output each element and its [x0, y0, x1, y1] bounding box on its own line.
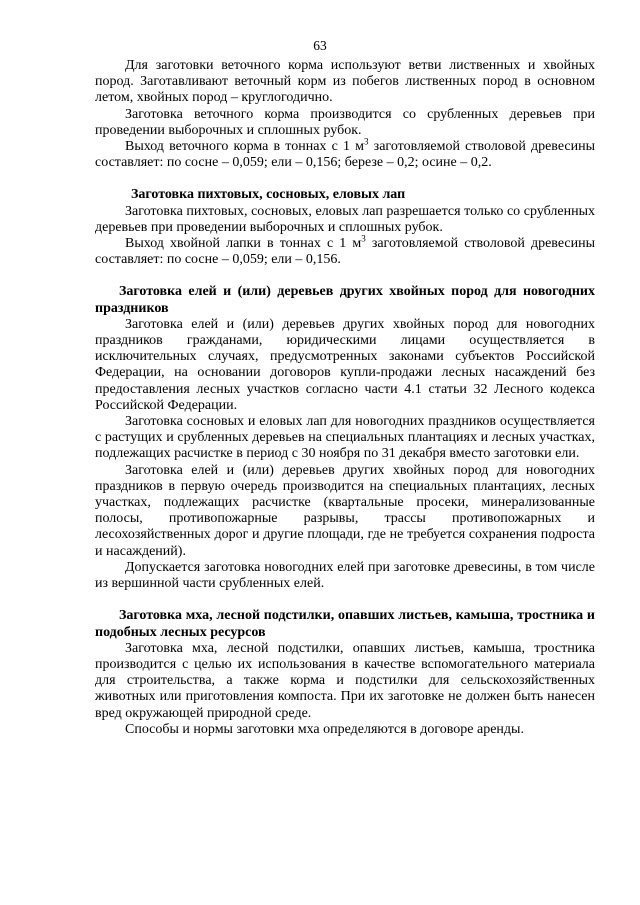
paragraph: Способы и нормы заготовки мха определяются в договоре аренды. [125, 721, 524, 737]
section-heading: Заготовка елей и (или) деревьев других хвойных пород для новогодних праздников [95, 284, 595, 316]
page-number: 63 [313, 38, 327, 53]
section-heading: Заготовка мха, лесной подстилки, опавших листьев, камыша, тростника и подобных лесных ресурсов [95, 608, 595, 640]
spacer [95, 268, 595, 284]
paragraph: Заготовка мха, лесной подстилки, опавших листьев, камыша, тростника производится с целью их использования в качестве вспомогательного материала для строительства, а также корма и подстилки для сельскохозяйственных животных или приготовления компоста. При их заготовке не должен быть нанесен вред окружающей природной среде. [95, 640, 595, 721]
paragraph-text: Выход веточного корма в тоннах с 1 м [125, 139, 365, 155]
paragraph: Заготовка сосновых и еловых лап для новогодних праздников осуществляется с растущих и срубленных деревьев на специальных плантациях и лесных участках, подлежащих расчистке в период с 30 ноября по 31 декабря вместо заготовки ели. [95, 414, 595, 462]
superscript: 3 [364, 136, 369, 147]
paragraph: Допускается заготовка новогодних елей при заготовке древесины, в том числе из вершинной части срубленных елей. [95, 559, 595, 592]
paragraph: Заготовка веточного корма производится со срубленных деревьев при проведении выборочных и сплошных рубок. [95, 106, 595, 138]
paragraph: Заготовка елей и (или) деревьев других хвойных пород для новогодних праздников в первую очередь производится на специальных плантациях, лесных участках, подлежащих расчистке (квартальные просеки, минерализованные полосы, противопожарные разрывы, трассы противопожарных и лесохозяйственных дорог и другие площади, где не требуется сохранения подроста и насаждений). [95, 462, 595, 559]
paragraph [95, 233, 595, 268]
superscript: 3 [361, 233, 366, 244]
paragraph-text: заготовляемой стволовой древесины составляет: по сосне – 0,059; ели – 0,156; березе – 0,2; осине – 0,2. [95, 139, 596, 171]
paragraph-text: заготовляемой стволовой древесины составляет: по сосне – 0,059; ели – 0,156. [95, 236, 595, 268]
paragraph [95, 136, 596, 171]
paragraph: Заготовка пихтовых, сосновых, еловых лап разрешается только со срубленных деревьев при проведении выборочных и сплошных рубок. [95, 203, 595, 235]
document-body [95, 58, 595, 738]
paragraph-text: Выход хвойной лапки в тоннах с 1 м [125, 236, 362, 252]
spacer [95, 171, 595, 187]
paragraph: Заготовка елей и (или) деревьев других хвойных пород для новогодних праздников гражданами, юридическими лицами осуществляется в исключительных случаях, предусмотренных законами субъектов Российской Федерации, на основании договоров купли-продажи лесных насаждений без предоставления лесных участков согласно части 4.1 статьи 32 Лесного кодекса Российской Федерации. [95, 316, 595, 413]
spacer [95, 592, 595, 608]
paragraph: Для заготовки веточного корма используют ветви лиственных и хвойных пород. Заготавливают веточный корм из побегов лиственных пород в основном летом, хвойных пород – круглогодично. [95, 58, 595, 106]
section-heading: Заготовка пихтовых, сосновых, еловых лап [131, 187, 406, 203]
